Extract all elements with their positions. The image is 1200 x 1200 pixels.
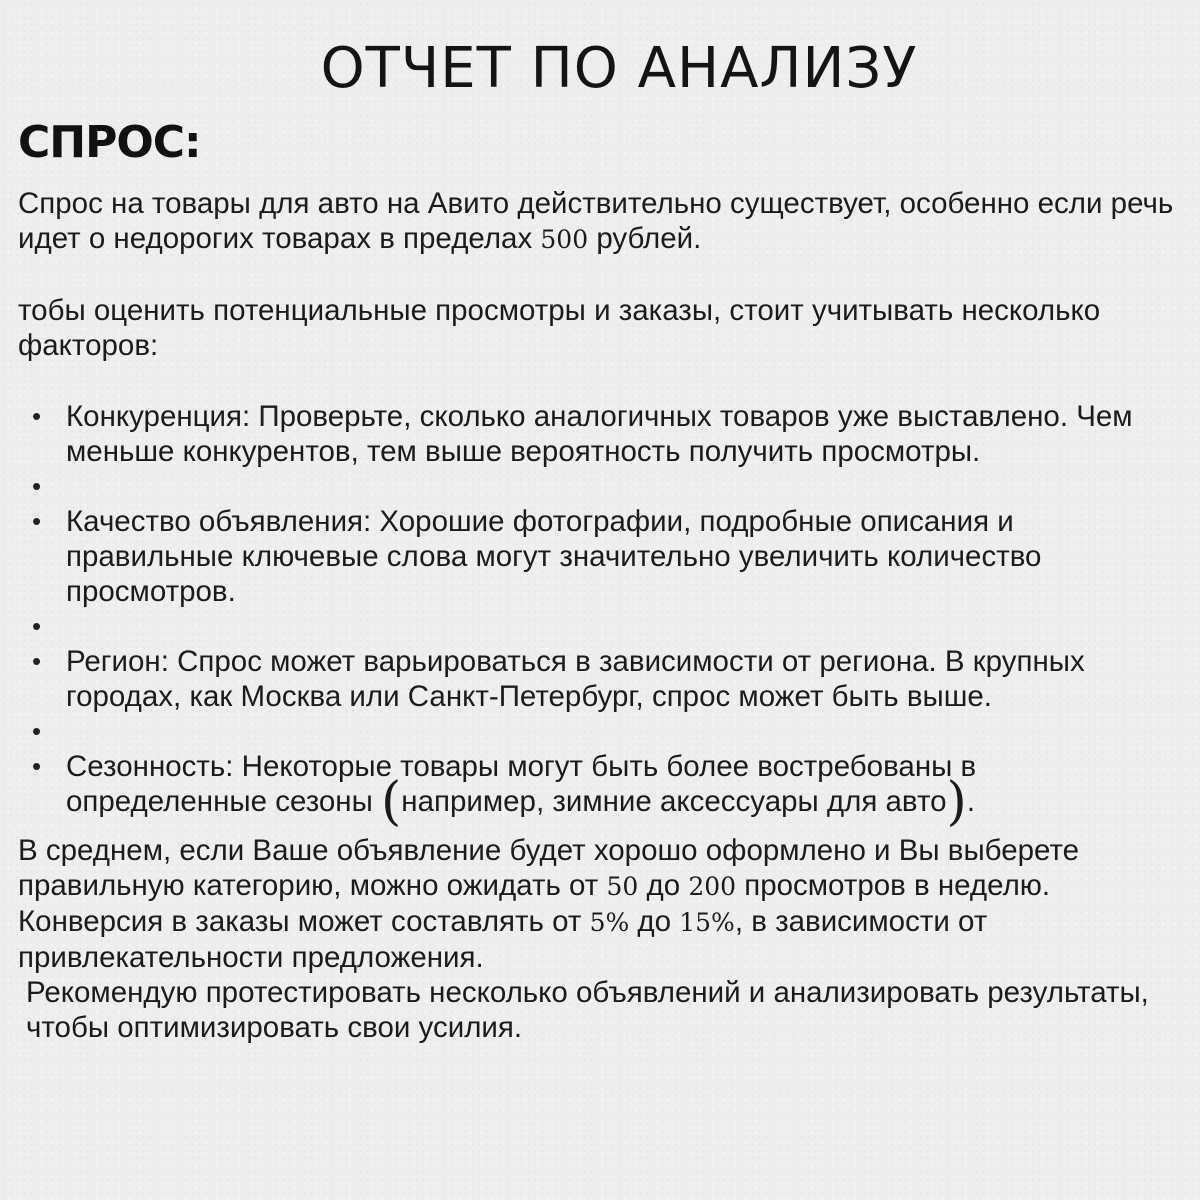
summary-text: , в зависимости от привлекательности предложения. [18,905,988,974]
intro-paragraph [18,186,1180,257]
list-item-text: Регион: Спрос может варьироваться в зависимости от региона. В крупных городах, как Москва или Санкт-Петербург, спрос может быть выше. [66,645,1085,713]
conversion-min-value: 5% [589,908,630,937]
seasonality-example: например, зимние аксессуары для авто [401,785,947,818]
list-item-seasonality [18,749,1180,832]
factors-intro-paragraph: тобы оценить потенциальные просмотры и заказы, стоит учитывать несколько факторов: [18,294,1101,362]
bullet-dot: • [32,401,42,431]
close-parenthesis: ) [946,772,967,832]
list-item-text: Качество объявления: Хорошие фотографии, подробные описания и правильные ключевые слова могут значительно увеличить количество просмотров. [66,505,1042,608]
bullet-dot: • [32,646,42,676]
bullet-dot: • [32,506,42,536]
summary-paragraph [18,833,1180,975]
summary-text: В среднем, если Ваше объявление будет хорошо оформлено и Вы выберете правильную категорию, можно ожидать от [18,834,1080,902]
conversion-max-value: 15% [679,908,735,937]
list-item-empty [18,469,1180,504]
list-item-region [18,644,1180,714]
bullet-dot: • [32,611,42,641]
bullet-dot: • [32,751,42,781]
open-parenthesis: ( [381,772,402,832]
bullet-dot: • [32,716,42,746]
summary-text: просмотров в неделю. Конверсия в заказы может составлять от [18,869,1051,938]
summary-text: до [629,905,680,938]
recommendation-paragraph: Рекомендую протестировать несколько объявлений и анализировать результаты, чтобы оптимизировать свои усилия. [26,976,1149,1044]
list-item-text: Сезонность: Некоторые товары могут быть более востребованы в определенные сезоны [66,750,977,818]
seasonality-end: . [966,785,976,818]
list-item-text: Конкуренция: Проверьте, сколько аналогичных товаров уже выставлено. Чем меньше конкурентов, тем выше вероятность получить просмотры. [66,400,1133,468]
section-heading-demand: СПРОС: [18,117,201,168]
list-item-empty [18,714,1180,749]
report-title: ОТЧЕТ ПО АНАЛИЗУ [320,36,918,101]
intro-text-end: рублей. [588,222,702,255]
list-item-competition [18,399,1180,469]
list-item-ad-quality [18,504,1180,609]
list-item-empty [18,609,1180,644]
price-value: 500 [540,225,589,254]
bullet-dot: • [32,471,42,501]
summary-text: до [638,869,689,902]
views-min-value: 50 [606,872,639,901]
views-max-value: 200 [688,872,737,901]
intro-text: Спрос на товары для авто на Авито действительно существует, особенно если речь идет о недорогих товарах в пределах [18,187,1174,255]
factors-list [18,399,1180,832]
